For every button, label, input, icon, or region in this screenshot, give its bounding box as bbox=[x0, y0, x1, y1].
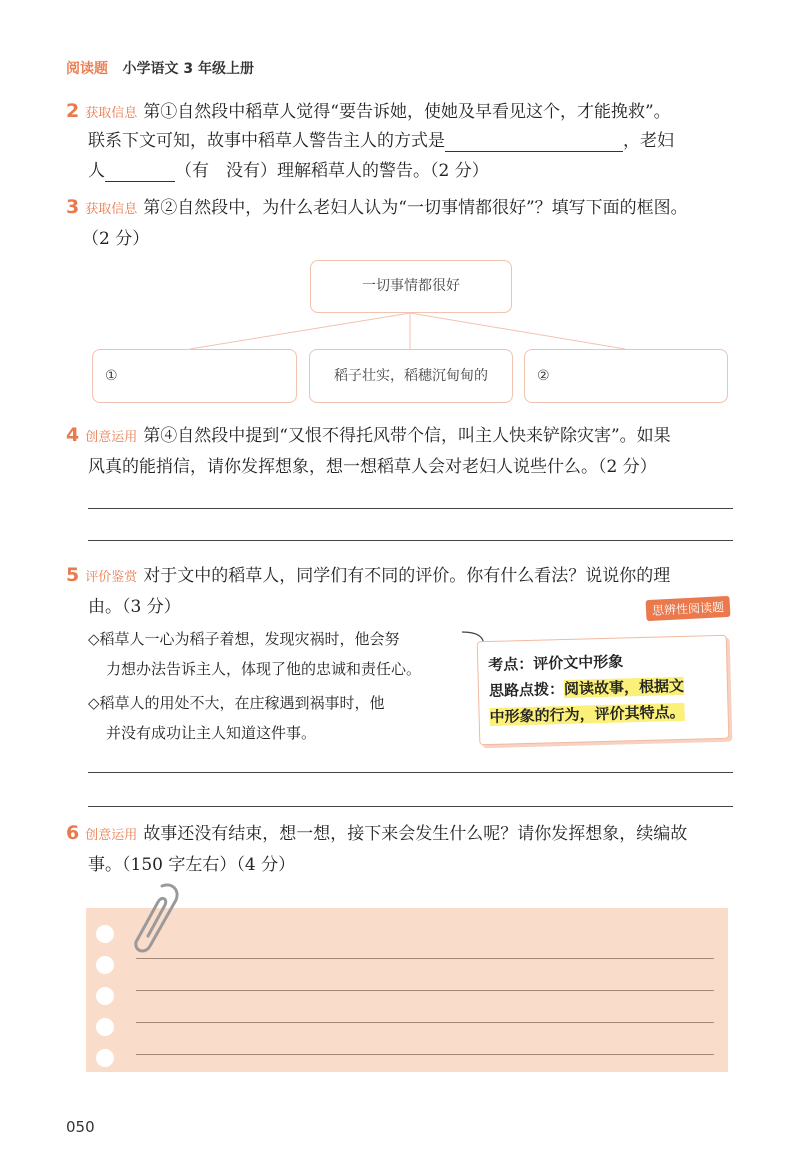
book-title: 小学语文 3 年级上册 bbox=[122, 61, 254, 77]
section-tag: 阅读题 bbox=[66, 61, 108, 77]
paper-hole-2 bbox=[96, 956, 114, 974]
paper-hole-3 bbox=[96, 987, 114, 1005]
paperclip-icon bbox=[126, 878, 186, 958]
diagram-middle-text: 稻子壮实，稻穗沉甸甸的 bbox=[334, 368, 488, 384]
tip-line-1: 考点：评价文中形象 bbox=[488, 652, 624, 674]
q3-line2: （2 分） bbox=[82, 229, 150, 249]
critical-reading-badge: 思辨性阅读题 bbox=[646, 596, 731, 621]
q4-answer-line-1[interactable] bbox=[88, 508, 733, 509]
diagram-right-text: ② bbox=[537, 368, 550, 384]
q2-text3-pre: 人 bbox=[88, 161, 105, 181]
opinion-2-line-a: ◇稻草人的用处不大，在庄稼遇到祸事时，他 bbox=[88, 694, 385, 712]
q6-line2: 事。（150 字左右）（4 分） bbox=[88, 855, 296, 875]
q2-tag: 获取信息 bbox=[85, 106, 138, 121]
q4-number: 4 bbox=[66, 424, 80, 446]
diagram-right-box[interactable] bbox=[524, 349, 728, 403]
q5-text1: 对于文中的稻草人，同学们有不同的评价。你有什么看法？说说你的理 bbox=[143, 566, 671, 586]
connector-right bbox=[410, 313, 625, 349]
q4-answer-line-2[interactable] bbox=[88, 540, 733, 541]
connector-left bbox=[190, 313, 410, 349]
diagram-top-box bbox=[310, 260, 512, 313]
q2-text1: 第①自然段中稻草人觉得“要告诉她，使她及早看见这个，才能挽救”。 bbox=[143, 102, 671, 122]
opinion-2-line-b: 并没有成功让主人知道这件事。 bbox=[106, 724, 317, 742]
paper-hole-1 bbox=[96, 925, 114, 943]
q5-number: 5 bbox=[66, 564, 80, 586]
opinion-1-line-a: ◇稻草人一心为稻子着想，发现灾祸时，他会努 bbox=[88, 630, 400, 648]
q4-text1: 第④自然段中提到“又恨不得托风带个信，叫主人快来铲除灾害”。如果 bbox=[143, 426, 671, 446]
page-number: 050 bbox=[66, 1118, 95, 1136]
q3-number: 3 bbox=[66, 196, 80, 218]
q2-text2-post: ，老妇 bbox=[623, 131, 674, 151]
tip-line-2-highlight: 阅读故事，根据文 bbox=[563, 676, 685, 699]
tip-line-2-label: 思路点拨： bbox=[488, 680, 565, 700]
q6-line1 bbox=[66, 822, 687, 847]
diagram-middle-box bbox=[309, 349, 513, 403]
q6-tag: 创意运用 bbox=[85, 828, 138, 843]
q5-line1 bbox=[66, 564, 670, 589]
q3-text1: 第②自然段中，为什么老妇人认为“一切事情都很好”？填写下面的框图。 bbox=[143, 198, 688, 218]
q5-line2: 由。（3 分） bbox=[88, 597, 181, 617]
diagram-top-text: 一切事情都很好 bbox=[362, 278, 460, 294]
paper-line-4[interactable] bbox=[136, 1054, 714, 1055]
paper-hole-5 bbox=[96, 1049, 114, 1067]
q4-tag: 创意运用 bbox=[85, 430, 138, 445]
q2-text2: 联系下文可知，故事中稻草人警告主人的方式是 bbox=[88, 131, 445, 151]
diagram-left-text: ① bbox=[105, 368, 118, 384]
paper-line-2[interactable] bbox=[136, 990, 714, 991]
q5-tag: 评价鉴赏 bbox=[85, 570, 138, 585]
q5-answer-line-1[interactable] bbox=[88, 772, 733, 773]
tip-line-3 bbox=[489, 698, 718, 730]
diagram-left-box[interactable] bbox=[92, 349, 297, 403]
tip-line-3-highlight: 中形象的行为，评价其特点。 bbox=[489, 702, 685, 726]
opinion-1-line-b: 力想办法告诉主人，体现了他的忠诚和责任心。 bbox=[106, 660, 422, 678]
q4-line1 bbox=[66, 424, 671, 449]
paper-line-3[interactable] bbox=[136, 1022, 714, 1023]
q6-number: 6 bbox=[66, 822, 80, 844]
paper-hole-4 bbox=[96, 1018, 114, 1036]
q6-text1: 故事还没有结束，想一想，接下来会发生什么呢？请你发挥想象，续编故 bbox=[143, 824, 688, 844]
q2-text3-post: （有 没有）理解稻草人的警告。（2 分） bbox=[175, 161, 489, 181]
tip-card bbox=[477, 635, 730, 746]
q5-answer-line-2[interactable] bbox=[88, 806, 733, 807]
paper-line-1[interactable] bbox=[136, 958, 714, 959]
q3-tag: 获取信息 bbox=[85, 202, 138, 217]
q4-line2: 风真的能捎信，请你发挥想象，想一想稻草人会对老妇人说些什么。（2 分） bbox=[88, 457, 657, 477]
q2-number: 2 bbox=[66, 100, 80, 122]
